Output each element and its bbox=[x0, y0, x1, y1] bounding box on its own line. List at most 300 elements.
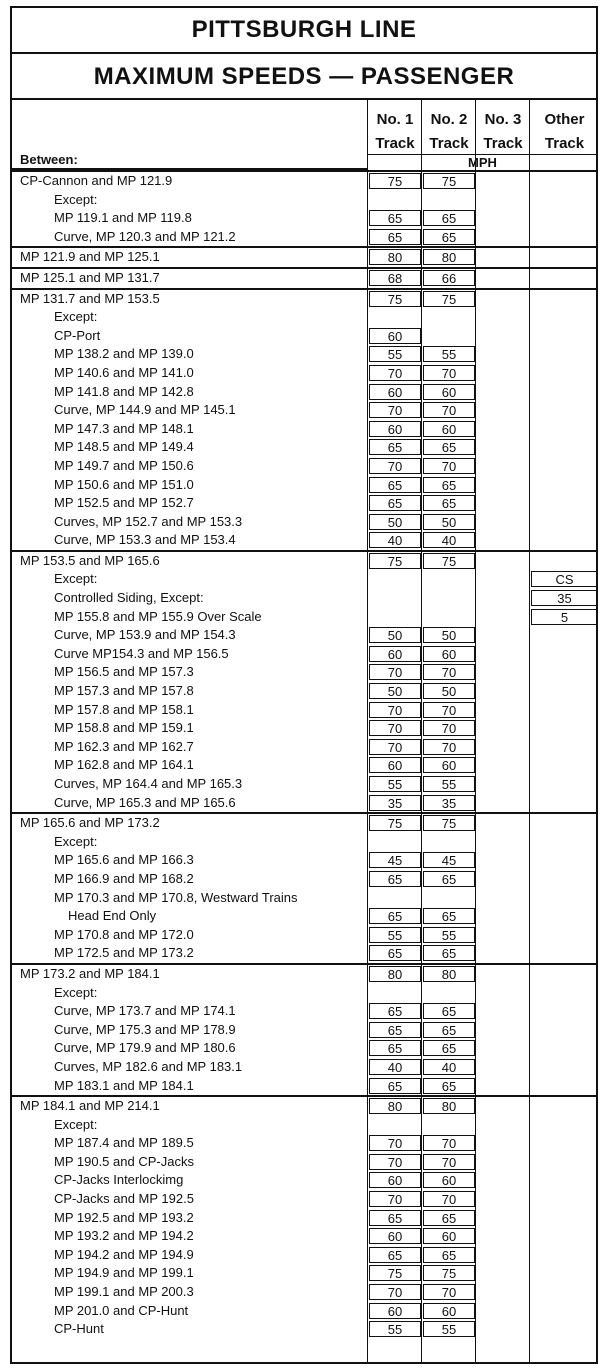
speed-cell bbox=[531, 1265, 598, 1281]
speed-cell bbox=[477, 627, 529, 643]
speed-cell: 65 bbox=[423, 1040, 475, 1056]
speed-cell bbox=[369, 609, 421, 625]
speed-cell: 75 bbox=[369, 291, 421, 307]
speed-cell bbox=[531, 495, 598, 511]
speed-cell: 70 bbox=[423, 720, 475, 736]
row-location: MP 147.3 and MP 148.1 bbox=[54, 420, 194, 436]
column-header-line: Track bbox=[429, 135, 469, 152]
speed-cell bbox=[477, 402, 529, 418]
row-location: MP 173.2 and MP 184.1 bbox=[20, 965, 160, 981]
speed-cell: 60 bbox=[369, 421, 421, 437]
speed-cell bbox=[477, 309, 529, 325]
speed-cell bbox=[531, 1247, 598, 1263]
speed-cell bbox=[477, 1135, 529, 1151]
speed-cell bbox=[477, 1265, 529, 1281]
speed-cell bbox=[531, 210, 598, 226]
speed-cell bbox=[477, 1059, 529, 1075]
table-row bbox=[12, 345, 596, 364]
table-row bbox=[12, 738, 596, 757]
speed-cell: 55 bbox=[423, 1321, 475, 1337]
column-header-line: No. 3 bbox=[484, 111, 522, 128]
speed-cell bbox=[423, 890, 475, 906]
speed-cell: 50 bbox=[369, 627, 421, 643]
speed-cell bbox=[477, 966, 529, 982]
speed-cell: 65 bbox=[369, 1003, 421, 1019]
speed-cell bbox=[477, 834, 529, 850]
speed-cell bbox=[531, 1040, 598, 1056]
speed-cell: 70 bbox=[369, 739, 421, 755]
speed-cell: 65 bbox=[423, 210, 475, 226]
table-row bbox=[12, 170, 596, 191]
speed-cell bbox=[477, 1247, 529, 1263]
speed-cell: 65 bbox=[423, 1078, 475, 1094]
speed-cell bbox=[531, 402, 598, 418]
row-location: MP 166.9 and MP 168.2 bbox=[54, 870, 194, 886]
speed-cell: 65 bbox=[369, 1247, 421, 1263]
speed-cell: 75 bbox=[369, 815, 421, 831]
speed-cell: 60 bbox=[423, 646, 475, 662]
table-row bbox=[12, 1021, 596, 1040]
speed-cell: 55 bbox=[423, 346, 475, 362]
speed-cell bbox=[477, 1340, 529, 1356]
table-row bbox=[12, 457, 596, 476]
speed-cell bbox=[477, 739, 529, 755]
table-row bbox=[12, 494, 596, 513]
speed-cell bbox=[477, 776, 529, 792]
speed-cell bbox=[477, 908, 529, 924]
speed-cell: 70 bbox=[369, 402, 421, 418]
column-header-line: Track bbox=[544, 135, 585, 152]
speed-cell: 55 bbox=[369, 776, 421, 792]
row-location: MP 183.1 and MP 184.1 bbox=[54, 1077, 194, 1093]
table-row bbox=[12, 267, 596, 288]
speed-cell: 65 bbox=[369, 229, 421, 245]
row-location: Curves, MP 152.7 and MP 153.3 bbox=[54, 513, 243, 529]
speed-cell: 60 bbox=[423, 421, 475, 437]
speed-cell: 55 bbox=[369, 1321, 421, 1337]
table-row bbox=[12, 1153, 596, 1172]
row-location: MP 119.1 and MP 119.8 bbox=[54, 210, 192, 226]
speed-cell bbox=[531, 421, 598, 437]
speed-cell: 65 bbox=[423, 871, 475, 887]
table-row bbox=[12, 812, 596, 833]
speed-cell: 40 bbox=[423, 1059, 475, 1075]
table-row bbox=[12, 889, 596, 908]
table-row bbox=[12, 308, 596, 327]
row-location: Curve, MP 153.3 and MP 153.4 bbox=[54, 532, 236, 548]
speed-cell bbox=[531, 1098, 598, 1114]
speed-cell bbox=[531, 458, 598, 474]
row-location: Curves, MP 164.4 and MP 165.3 bbox=[54, 776, 243, 791]
table-row bbox=[12, 1302, 596, 1321]
table-row bbox=[12, 513, 596, 532]
table-row bbox=[12, 401, 596, 420]
speed-cell bbox=[531, 192, 598, 208]
row-location: Curve, MP 144.9 and MP 145.1 bbox=[54, 402, 236, 418]
table-row bbox=[12, 327, 596, 346]
table-row bbox=[12, 870, 596, 889]
speed-cell bbox=[531, 908, 598, 924]
speed-cell bbox=[477, 249, 529, 265]
table-row bbox=[12, 1171, 596, 1190]
speed-cell: 80 bbox=[423, 1098, 475, 1114]
row-location: Controlled Siding, Except: bbox=[54, 590, 204, 606]
speed-cell bbox=[477, 1191, 529, 1207]
speed-cell bbox=[477, 365, 529, 381]
row-location: Curve, MP 165.3 and MP 165.6 bbox=[54, 794, 236, 810]
row-location: MP 156.5 and MP 157.3 bbox=[54, 664, 194, 680]
table-row bbox=[12, 589, 596, 608]
speed-cell: 5 bbox=[531, 609, 598, 625]
speed-cell bbox=[531, 702, 598, 718]
mph-label: MPH bbox=[367, 154, 598, 175]
speed-cell: CS bbox=[531, 571, 598, 587]
speed-cell: 45 bbox=[423, 852, 475, 868]
speed-cell: 65 bbox=[369, 477, 421, 493]
row-location: MP 131.7 and MP 153.5 bbox=[20, 290, 160, 306]
table-row bbox=[12, 926, 596, 945]
table-row bbox=[12, 645, 596, 664]
table-row bbox=[12, 550, 596, 571]
speed-cell: 65 bbox=[369, 1078, 421, 1094]
table-row bbox=[12, 531, 596, 550]
speed-cell bbox=[531, 346, 598, 362]
speed-cell: 70 bbox=[423, 402, 475, 418]
speed-cell: 65 bbox=[369, 871, 421, 887]
speed-cell: 75 bbox=[423, 173, 475, 189]
speed-cell bbox=[477, 1154, 529, 1170]
table-row bbox=[12, 1246, 596, 1265]
speed-cell bbox=[531, 1210, 598, 1226]
speed-cell: 60 bbox=[369, 646, 421, 662]
speed-cell bbox=[477, 514, 529, 530]
table-row bbox=[12, 1283, 596, 1302]
table-row bbox=[12, 1116, 596, 1135]
table-row bbox=[12, 209, 596, 228]
speed-cell bbox=[369, 1340, 421, 1356]
speed-cell: 65 bbox=[423, 1247, 475, 1263]
speed-cell bbox=[477, 1117, 529, 1133]
speed-cell bbox=[477, 553, 529, 569]
speed-cell bbox=[531, 229, 598, 245]
speed-cell bbox=[423, 1340, 475, 1356]
row-location: CP-Cannon and MP 121.9 bbox=[20, 173, 173, 188]
row-location: MP 190.5 and CP-Jacks bbox=[54, 1153, 194, 1169]
table-row bbox=[12, 833, 596, 852]
speed-cell bbox=[423, 590, 475, 606]
speed-cell: 55 bbox=[423, 927, 475, 943]
table-row bbox=[12, 944, 596, 963]
row-location: Head End Only bbox=[68, 908, 157, 924]
row-location: CP-Hunt bbox=[54, 1321, 104, 1337]
speed-cell: 35 bbox=[423, 795, 475, 811]
speed-cell: 50 bbox=[369, 683, 421, 699]
row-location: MP 155.8 and MP 155.9 Over Scale bbox=[54, 608, 262, 624]
table-row bbox=[12, 228, 596, 247]
table-row bbox=[12, 984, 596, 1003]
speed-cell bbox=[423, 985, 475, 1001]
speed-cell bbox=[477, 192, 529, 208]
column-header-no1-track bbox=[369, 108, 421, 156]
speed-cell bbox=[531, 1172, 598, 1188]
table-row bbox=[12, 1209, 596, 1228]
speed-cell bbox=[423, 609, 475, 625]
speed-cell bbox=[477, 646, 529, 662]
speed-cell: 55 bbox=[369, 346, 421, 362]
speed-cell bbox=[369, 890, 421, 906]
speed-cell: 35 bbox=[369, 795, 421, 811]
row-location: MP 165.6 and MP 166.3 bbox=[54, 852, 194, 868]
row-location: Except: bbox=[54, 833, 98, 849]
column-header-no3-track bbox=[477, 108, 529, 156]
row-location: Curve, MP 175.3 and MP 178.9 bbox=[54, 1021, 236, 1037]
speed-cell: 60 bbox=[423, 757, 475, 773]
speed-cell bbox=[423, 309, 475, 325]
speed-cell bbox=[369, 1117, 421, 1133]
speed-cell: 60 bbox=[369, 328, 421, 344]
speed-cell bbox=[531, 328, 598, 344]
speed-cell bbox=[477, 1098, 529, 1114]
speed-cell bbox=[423, 834, 475, 850]
speed-cell: 65 bbox=[423, 1210, 475, 1226]
speed-cell bbox=[477, 852, 529, 868]
speed-cell bbox=[531, 627, 598, 643]
speed-cell: 65 bbox=[369, 210, 421, 226]
column-header-no2-track bbox=[423, 108, 475, 156]
speed-cell bbox=[477, 421, 529, 437]
row-location: MP 141.8 and MP 142.8 bbox=[54, 383, 194, 399]
speed-cell: 65 bbox=[423, 495, 475, 511]
speed-cell: 68 bbox=[369, 270, 421, 286]
table-row bbox=[12, 1077, 596, 1096]
speed-cell bbox=[531, 776, 598, 792]
speed-cell: 70 bbox=[423, 702, 475, 718]
row-location: MP 170.3 and MP 170.8, Westward Trains bbox=[54, 889, 298, 905]
speed-cell bbox=[531, 757, 598, 773]
speed-cell: 70 bbox=[423, 365, 475, 381]
speed-cell bbox=[531, 514, 598, 530]
speed-cell bbox=[477, 1210, 529, 1226]
speed-cell bbox=[477, 815, 529, 831]
speed-cell bbox=[477, 1003, 529, 1019]
speed-cell: 70 bbox=[423, 739, 475, 755]
speed-cell bbox=[531, 1228, 598, 1244]
speed-cell: 70 bbox=[423, 1191, 475, 1207]
table-row bbox=[12, 907, 596, 926]
speed-cell bbox=[531, 1003, 598, 1019]
speed-cell bbox=[477, 270, 529, 286]
table-row bbox=[12, 608, 596, 627]
speed-cell bbox=[531, 553, 598, 569]
speed-cell bbox=[531, 1135, 598, 1151]
speed-cell: 65 bbox=[369, 1022, 421, 1038]
table-row bbox=[12, 1339, 596, 1358]
speed-cell bbox=[531, 270, 598, 286]
row-location: Curve, MP 173.7 and MP 174.1 bbox=[54, 1003, 236, 1019]
row-location: MP 165.6 and MP 173.2 bbox=[20, 815, 160, 831]
speed-cell bbox=[531, 384, 598, 400]
speed-cell bbox=[477, 664, 529, 680]
row-location: Except: bbox=[54, 984, 98, 1000]
speed-cell bbox=[531, 1022, 598, 1038]
speed-cell bbox=[423, 328, 475, 344]
column-header-line: Other bbox=[544, 111, 585, 128]
row-location: CP-Jacks Interlockimg bbox=[54, 1172, 184, 1188]
speed-cell bbox=[477, 1078, 529, 1094]
speed-cell bbox=[477, 890, 529, 906]
speed-cell bbox=[531, 365, 598, 381]
table-row bbox=[12, 420, 596, 439]
column-header-other-track bbox=[531, 108, 598, 156]
speed-cell bbox=[477, 683, 529, 699]
speed-cell: 70 bbox=[369, 1191, 421, 1207]
speed-cell bbox=[477, 795, 529, 811]
row-location: MP 157.8 and MP 158.1 bbox=[54, 701, 194, 717]
speed-cell bbox=[531, 720, 598, 736]
speed-cell: 50 bbox=[423, 683, 475, 699]
table-row bbox=[12, 1190, 596, 1209]
speed-cell: 60 bbox=[423, 1172, 475, 1188]
table-row bbox=[12, 626, 596, 645]
table-row bbox=[12, 1002, 596, 1021]
speed-cell: 75 bbox=[423, 291, 475, 307]
speed-cell bbox=[531, 739, 598, 755]
row-location: MP 150.6 and MP 151.0 bbox=[54, 476, 194, 492]
speed-cell bbox=[423, 192, 475, 208]
speed-cell: 60 bbox=[369, 1303, 421, 1319]
speed-cell bbox=[531, 477, 598, 493]
column-header-line: No. 1 bbox=[376, 111, 414, 128]
speed-cell bbox=[477, 609, 529, 625]
table-row bbox=[12, 476, 596, 495]
speed-cell: 60 bbox=[369, 1228, 421, 1244]
speed-cell bbox=[477, 571, 529, 587]
speed-cell: 40 bbox=[369, 532, 421, 548]
speed-cell bbox=[531, 291, 598, 307]
table-row bbox=[12, 663, 596, 682]
speed-cell bbox=[531, 1117, 598, 1133]
speed-cell bbox=[369, 834, 421, 850]
speed-cell: 65 bbox=[369, 1040, 421, 1056]
row-location: MP 138.2 and MP 139.0 bbox=[54, 346, 194, 362]
speed-cell bbox=[531, 1303, 598, 1319]
speed-cell: 80 bbox=[369, 1098, 421, 1114]
row-location: MP 125.1 and MP 131.7 bbox=[20, 269, 160, 285]
row-location: Except: bbox=[54, 309, 98, 325]
speed-cell: 35 bbox=[531, 590, 598, 606]
speed-cell: 65 bbox=[369, 945, 421, 961]
speed-cell bbox=[477, 210, 529, 226]
speed-cell: 55 bbox=[423, 776, 475, 792]
speed-cell bbox=[477, 1022, 529, 1038]
speed-cell: 65 bbox=[369, 495, 421, 511]
table-row bbox=[12, 1058, 596, 1077]
speed-cell bbox=[531, 1078, 598, 1094]
table-row bbox=[12, 1320, 596, 1339]
row-location: CP-Port bbox=[54, 327, 101, 343]
speed-cell bbox=[531, 173, 598, 189]
row-location: MP 157.3 and MP 157.8 bbox=[54, 683, 194, 699]
speed-cell: 55 bbox=[369, 927, 421, 943]
speed-cell bbox=[369, 590, 421, 606]
table-row bbox=[12, 701, 596, 720]
speed-cell bbox=[531, 985, 598, 1001]
speed-cell: 65 bbox=[423, 908, 475, 924]
row-location: Curve MP154.3 and MP 156.5 bbox=[54, 645, 229, 661]
speed-cell: 70 bbox=[369, 702, 421, 718]
table-row bbox=[12, 1134, 596, 1153]
row-location: CP-Jacks and MP 192.5 bbox=[54, 1191, 194, 1207]
speed-cell: 70 bbox=[369, 365, 421, 381]
speed-cell bbox=[477, 757, 529, 773]
speed-cell: 75 bbox=[423, 553, 475, 569]
speed-cell: 65 bbox=[423, 477, 475, 493]
row-location: MP 184.1 and MP 214.1 bbox=[20, 1098, 160, 1114]
speed-cell bbox=[477, 871, 529, 887]
speed-cell: 65 bbox=[369, 908, 421, 924]
speed-cell bbox=[531, 1321, 598, 1337]
speed-cell bbox=[531, 966, 598, 982]
speed-cell: 75 bbox=[369, 553, 421, 569]
speed-cell bbox=[531, 852, 598, 868]
speed-cell bbox=[477, 927, 529, 943]
table-row bbox=[12, 963, 596, 984]
speed-cell: 70 bbox=[369, 1284, 421, 1300]
speed-cell bbox=[531, 1059, 598, 1075]
speed-cell: 66 bbox=[423, 270, 475, 286]
table-row bbox=[12, 756, 596, 775]
speed-cell bbox=[531, 1284, 598, 1300]
speed-cell: 40 bbox=[423, 532, 475, 548]
row-location: Curve, MP 179.9 and MP 180.6 bbox=[54, 1040, 236, 1056]
speed-cell: 70 bbox=[423, 458, 475, 474]
table-row bbox=[12, 775, 596, 794]
speed-cell bbox=[531, 532, 598, 548]
table-row bbox=[12, 719, 596, 738]
row-location: Except: bbox=[54, 571, 98, 587]
speed-cell bbox=[477, 1303, 529, 1319]
speed-cell bbox=[369, 985, 421, 1001]
table-row bbox=[12, 364, 596, 383]
row-location: Except: bbox=[54, 1116, 98, 1132]
speed-cell: 65 bbox=[423, 439, 475, 455]
speed-cell: 70 bbox=[423, 1135, 475, 1151]
speed-cell: 60 bbox=[369, 384, 421, 400]
speed-table bbox=[10, 6, 598, 1364]
row-location: MP 194.2 and MP 194.9 bbox=[54, 1246, 194, 1262]
speed-cell bbox=[531, 683, 598, 699]
column-header-line: Track bbox=[375, 135, 415, 152]
speed-cell bbox=[531, 249, 598, 265]
table-row bbox=[12, 246, 596, 267]
table-row bbox=[12, 1095, 596, 1116]
row-location: Curves, MP 182.6 and MP 183.1 bbox=[54, 1058, 243, 1074]
speed-cell bbox=[531, 664, 598, 680]
speed-cell: 75 bbox=[423, 1265, 475, 1281]
row-location: MP 153.5 and MP 165.6 bbox=[20, 552, 160, 568]
speed-cell: 70 bbox=[423, 1284, 475, 1300]
between-label: Between: bbox=[20, 152, 78, 167]
speed-cell: 65 bbox=[423, 1022, 475, 1038]
speed-cell: 75 bbox=[423, 815, 475, 831]
table-row bbox=[12, 1227, 596, 1246]
speed-cell bbox=[369, 192, 421, 208]
speed-cell bbox=[477, 1040, 529, 1056]
speed-cell bbox=[477, 346, 529, 362]
table-row bbox=[12, 851, 596, 870]
speed-cell bbox=[531, 834, 598, 850]
table-row bbox=[12, 1039, 596, 1058]
